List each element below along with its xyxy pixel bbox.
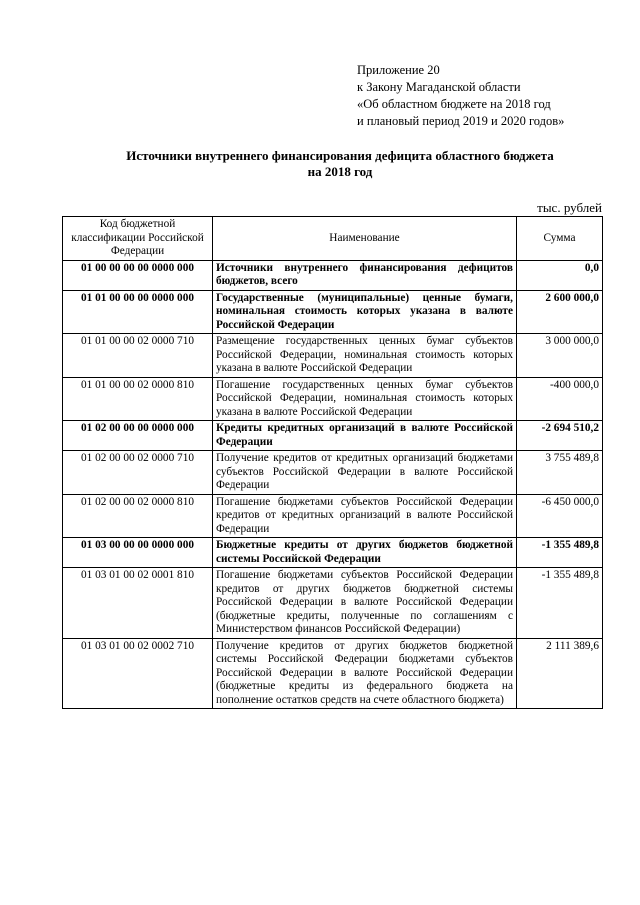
annex-line: к Закону Магаданской области xyxy=(357,80,521,94)
row-sum: -1 355 489,8 xyxy=(517,568,603,639)
row-sum: 0,0 xyxy=(517,260,603,290)
table-header-row xyxy=(63,217,603,261)
row-sum: -1 355 489,8 xyxy=(517,538,603,568)
row-code: 01 03 01 00 02 0001 810 xyxy=(63,568,213,639)
row-name: Кредиты кредитных организаций в валюте Российской Федерации xyxy=(216,422,513,448)
row-sum: 3 755 489,8 xyxy=(517,451,603,495)
row-name: Погашение бюджетами субъектов Российской Федерации кредитов от кредитных организаций в валюте Российской Федерации xyxy=(216,495,513,535)
row-name: Источники внутреннего финансирования дефицитов бюджетов, всего xyxy=(216,261,513,287)
document-title xyxy=(60,148,620,180)
row-name: Размещение государственных ценных бумаг субъектов Российской Федерации, номинальная стоимость которых указана в валюте Российской Федерации xyxy=(216,335,513,374)
row-code: 01 02 00 00 00 0000 000 xyxy=(63,421,213,451)
row-name: Бюджетные кредиты от других бюджетов бюджетной системы Российской Федерации xyxy=(216,539,513,565)
row-name: Получение кредитов от других бюджетов бюджетной системы Российской Федерации бюджетами субъектов Российской Федерации в валюте Российской Федерации (бюджетные кредиты из федерального бюджета на пополнение остатков средств на счете областного бюджета) xyxy=(216,639,513,706)
header-sum: Сумма xyxy=(517,217,603,261)
annex-line: «Об областном бюджете на 2018 год xyxy=(357,97,551,111)
title-line: Источники внутреннего финансирования дефицита областного бюджета xyxy=(126,148,554,163)
row-code: 01 00 00 00 00 0000 000 xyxy=(63,260,213,290)
row-code: 01 02 00 00 02 0000 810 xyxy=(63,494,213,538)
row-sum: -2 694 510,2 xyxy=(517,421,603,451)
table-row xyxy=(63,451,603,495)
row-code: 01 01 00 00 02 0000 710 xyxy=(63,334,213,378)
row-code: 01 03 01 00 02 0002 710 xyxy=(63,638,213,709)
table-row xyxy=(63,377,603,421)
row-sum: 2 600 000,0 xyxy=(517,290,603,334)
table-row xyxy=(63,568,603,639)
title-line: на 2018 год xyxy=(307,164,373,179)
annex-line: и плановый период 2019 и 2020 годов» xyxy=(357,114,565,128)
row-code: 01 03 00 00 00 0000 000 xyxy=(63,538,213,568)
table-row xyxy=(63,494,603,538)
row-sum: -6 450 000,0 xyxy=(517,494,603,538)
table-row xyxy=(63,421,603,451)
annex-note xyxy=(357,62,564,130)
table-row xyxy=(63,290,603,334)
row-name: Получение кредитов от кредитных организаций бюджетами субъектов Российской Федерации в валюте Российской Федерации xyxy=(216,452,513,491)
row-sum: 2 111 389,6 xyxy=(517,638,603,709)
row-name: Погашение бюджетами субъектов Российской Федерации кредитов от других бюджетов бюджетной системы Российской Федерации в валюте Российской Федерации (бюджетные кредиты, полученные по соглашениям с Министерством финансов Российской Федерации) xyxy=(216,569,513,635)
annex-line: Приложение 20 xyxy=(357,63,440,77)
row-code: 01 01 00 00 02 0000 810 xyxy=(63,377,213,421)
header-name: Наименование xyxy=(213,217,517,261)
row-code: 01 02 00 00 02 0000 710 xyxy=(63,451,213,495)
row-code: 01 01 00 00 00 0000 000 xyxy=(63,290,213,334)
row-sum: 3 000 000,0 xyxy=(517,334,603,378)
table-row xyxy=(63,260,603,290)
table-row xyxy=(63,538,603,568)
row-name: Государственные (муниципальные) ценные бумаги, номинальная стоимость которых указана в валюте Российской Федерации xyxy=(216,291,513,331)
units-label: тыс. рублей xyxy=(537,200,602,215)
header-code: Код бюджетной классификации Российской Федерации xyxy=(63,217,213,261)
table-row xyxy=(63,334,603,378)
table-row xyxy=(63,638,603,709)
row-name: Погашение государственных ценных бумаг субъектов Российской Федерации, номинальная стоимость которых указана в валюте Российской Федерации xyxy=(216,378,513,418)
financing-sources-table xyxy=(62,216,603,709)
row-sum: -400 000,0 xyxy=(517,377,603,421)
